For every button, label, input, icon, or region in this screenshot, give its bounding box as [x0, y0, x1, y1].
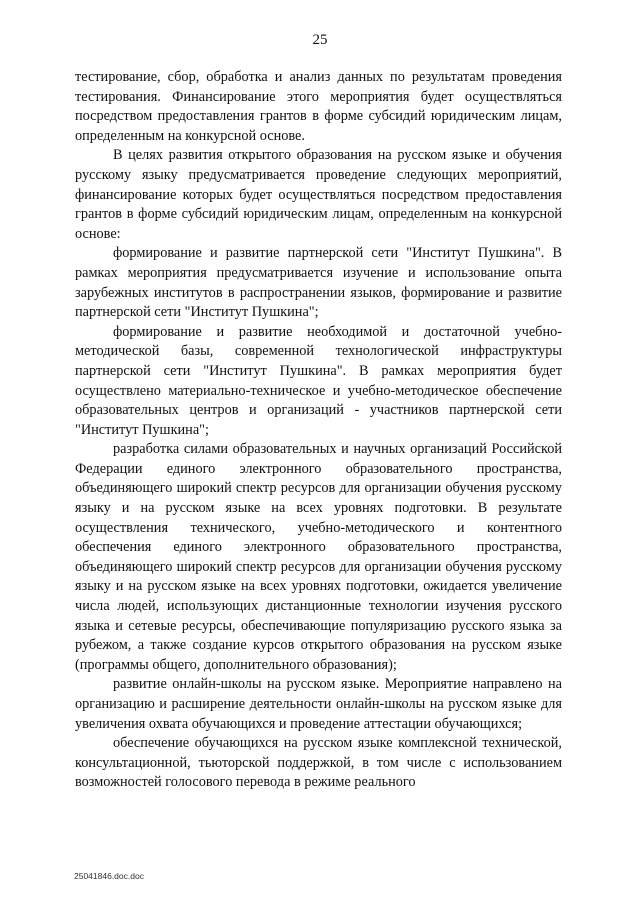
paragraph: формирование и развитие необходимой и достаточной учебно-методической базы, современной технологической инфраструктуры партнерской сети "Институт Пушкина". В рамках мероприятия будет осуществлено материально-техническое и учебно-методическое обеспечение образовательных центров и организаций - участников партнерской сети "Институт Пушкина"; — [75, 323, 562, 438]
paragraph: развитие онлайн-школы на русском языке. Мероприятие направлено на организацию и расширение деятельности онлайн-школы на русском языке для увеличения охвата обучающихся и проведение аттестации обучающихся; — [75, 676, 562, 732]
footer-filename: 25041846.doc.doc — [74, 871, 144, 881]
paragraph: формирование и развитие партнерской сети "Институт Пушкина". В рамках мероприятия предусматривается изучение и использование опыта зарубежных институтов в распространении языков, формирование и развитие партнерской сети "Институт Пушкина"; — [75, 245, 562, 321]
paragraph: тестирование, сбор, обработка и анализ данных по результатам проведения тестирования. Финансирование этого мероприятия будет осуществляться посредством предоставления грантов в форме субсидий юридическим лицам, определенным на конкурсной основе. — [75, 69, 562, 144]
paragraph: обеспечение обучающихся на русском языке комплексной технической, консультационной, тьюторской поддержкой, в том числе с использованием возможностей голосового перевода в режиме реального — [75, 735, 562, 791]
paragraph: разработка силами образовательных и научных организаций Российской Федерации единого электронного образовательного пространства, объединяющего широкий спектр ресурсов для организации обучения русскому языку и на русском языке на всех уровнях подготовки. В результате осуществления технического, учебно-методического и контентного обеспечения единого электронного образовательного пространства, объединяющего широкий спектр ресурсов для организации обучения русскому языку и на русском языке на всех уровнях подготовки, ожидается увеличение числа людей, использующих дистанционные технологии изучения русского языка и сетевые ресурсы, обеспечивающие популяризацию русского языка за рубежом, а также создание курсов открытого образования на русском языке (программы общего, дополнительного образования); — [75, 441, 562, 673]
page-number: 25 — [312, 32, 328, 48]
paragraph: В целях развития открытого образования на русском языке и обучения русскому языку предусматривается проведение следующих мероприятий, финансирование которых будет осуществляться посредством предоставления грантов в форме субсидий юридическим лицам, определенным на конкурсной основе: — [75, 147, 562, 242]
document-body — [75, 68, 562, 793]
